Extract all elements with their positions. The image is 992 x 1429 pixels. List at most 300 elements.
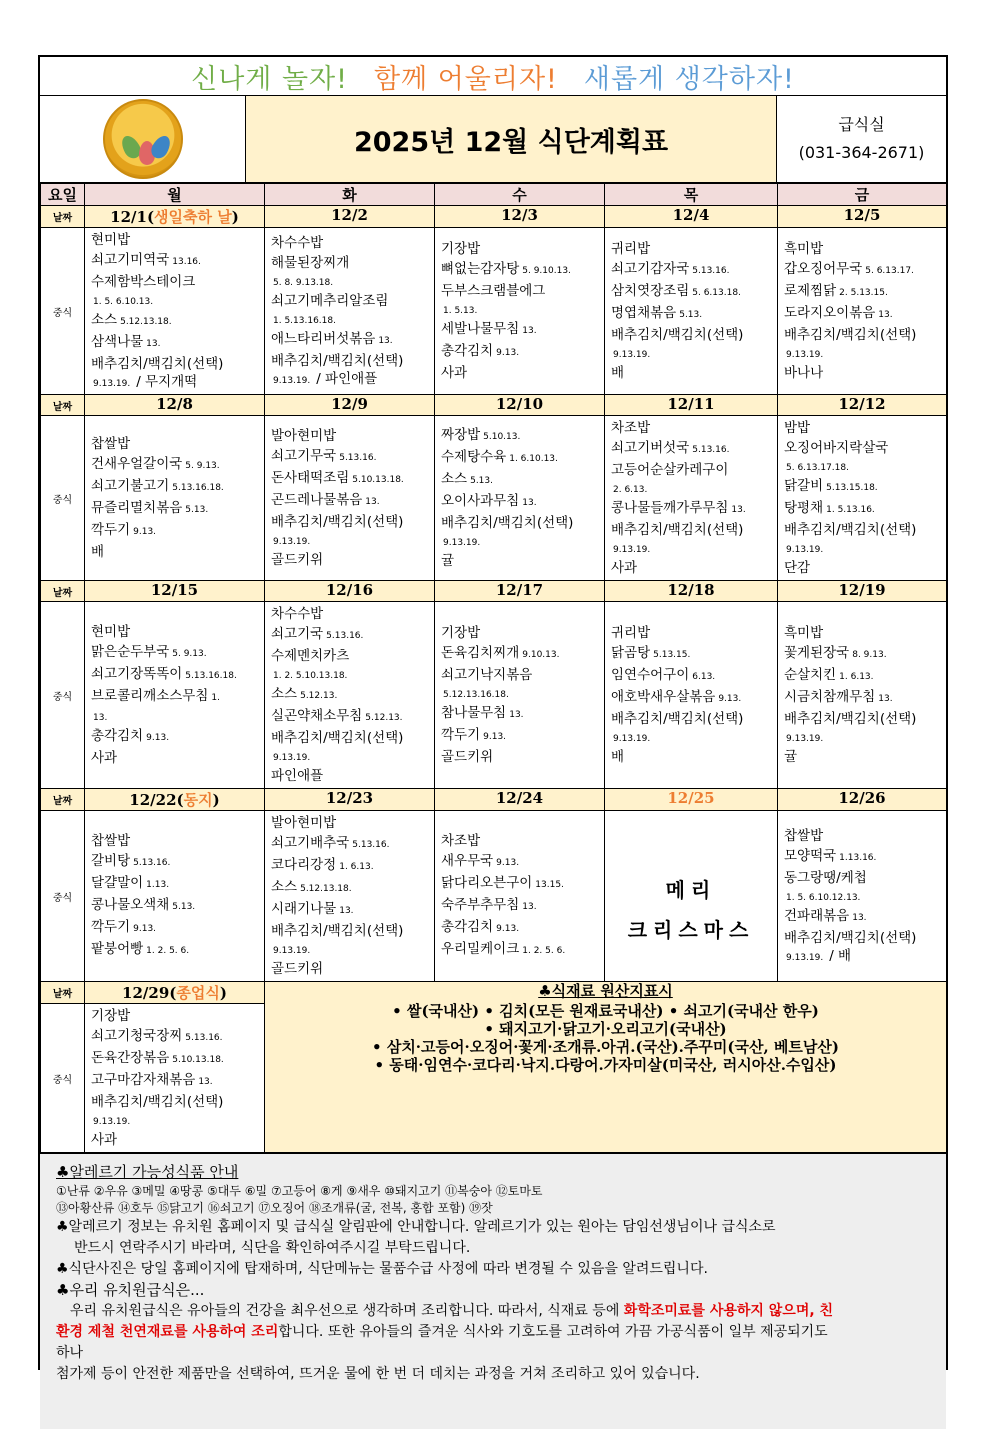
menu-list [778, 237, 946, 385]
allergen-codes: 13. [378, 336, 393, 346]
menu-list [435, 829, 604, 963]
allergen-codes: 9.13.19. [273, 753, 311, 763]
allergen-codes: 1. 6.13. [339, 862, 374, 872]
dish-name: 골드키위 [271, 552, 324, 568]
dish-name: 코다리강정 [271, 857, 337, 873]
dish-name: 쇠고기무국 [271, 448, 337, 464]
allergen-codes: 1. 5.13.16.18. [273, 316, 336, 326]
date-row [41, 982, 947, 1004]
menu-item [441, 425, 598, 447]
dish-name: 발아현미밥 [271, 815, 337, 831]
dish-name: 배추김치/백김치(선택) [271, 514, 404, 530]
menu-list [605, 416, 777, 580]
menu-item [784, 729, 940, 747]
menu-item [91, 292, 258, 310]
dish-name: 달걀말이 [91, 875, 144, 891]
allergen-codes: 13. [731, 505, 746, 515]
dish-name: 차수수밥 [271, 606, 324, 622]
dish-name: 오이사과무침 [441, 493, 520, 509]
date-text: 12/2 [331, 206, 368, 224]
menu-cell [85, 811, 265, 982]
notice-photo: ♣식단사진은 당일 홈페이지에 탑재하며, 식단메뉴는 물품수급 사정에 따라 변경될 수 있음을 알려드립니다. [56, 1261, 708, 1277]
menu-cell [605, 416, 778, 581]
dish-name: 귤 [441, 553, 455, 569]
dish-extra: / 파인애플 [316, 371, 378, 387]
allergen-codes: 5.13.16. [133, 858, 171, 868]
dish-name: 총각김치 [91, 728, 144, 744]
date-event: 종업식 [176, 984, 220, 1002]
dish-name: 쇠고기배추국 [271, 835, 350, 851]
lunch-label: 중식 [41, 416, 85, 581]
menu-item [91, 1112, 258, 1130]
dish-name: 사과 [91, 1132, 118, 1148]
dish-name: 애느타리버섯볶음 [271, 331, 376, 347]
dish-name: 뼈없는감자탕 [441, 261, 520, 277]
dish-name: 두부스크램블에그 [441, 283, 546, 299]
dish-name: 닭곰탕 [611, 645, 651, 661]
allergen-codes: 5.12.13. [300, 691, 338, 701]
menu-item [611, 418, 771, 438]
menu-item [784, 498, 940, 520]
menu-cell [778, 811, 947, 982]
allergen-codes: 13. [365, 497, 380, 507]
menu-item [271, 684, 428, 706]
date-cell [778, 395, 947, 416]
menu-cell [778, 228, 947, 395]
lunch-label: 중식 [41, 602, 85, 789]
dish-name: 배추김치/백김치(선택) [784, 327, 917, 343]
menu-cell [605, 228, 778, 395]
menu-item [441, 281, 598, 301]
dish-name: 갈비탕 [91, 853, 131, 869]
weekday-1: 월 [85, 184, 265, 206]
dish-name: 바나나 [784, 365, 824, 381]
allergen-codes: 9.13.19. [786, 350, 824, 360]
allergy-list-1: ①난류 ②우유 ③메밀 ④땅콩 ⑤대두 ⑥밀 ⑦고등어 ⑧게 ⑨새우 ⑩돼지고기 ⑪복숭아 ⑫토마토 [56, 1184, 543, 1198]
allergen-codes: 9.13. [496, 858, 520, 868]
menu-item [441, 643, 598, 665]
menu-item [441, 685, 598, 703]
menu-item [91, 1092, 258, 1112]
menu-item [784, 846, 940, 868]
allergen-codes: 5.13.15. [653, 650, 691, 660]
dish-name: 골드키위 [271, 961, 324, 977]
menu-item [91, 374, 258, 392]
date-row [41, 395, 947, 416]
allergen-codes: 9.13.19. [613, 734, 651, 744]
menu-item [271, 855, 428, 877]
origin-line: • 쌀(국내산) • 김치(모든 원재료국내산) • 쇠고기(국내산 한우) [392, 1002, 819, 1020]
dish-name: 사과 [441, 365, 468, 381]
menu-item [91, 434, 258, 454]
dish-name: 배 [611, 365, 625, 381]
menu-item [271, 311, 428, 329]
menu-item [441, 447, 598, 469]
date-tail: ) [212, 791, 220, 809]
menu-item [784, 281, 940, 303]
allergen-codes: 9.13.19. [786, 734, 824, 744]
date-cell [605, 789, 778, 811]
date-cell [778, 581, 947, 602]
dish-name: 배추김치/백김치(선택) [91, 1094, 224, 1110]
allergen-codes: 9.13. [483, 732, 507, 742]
holiday-line-1: 메리 [665, 878, 717, 902]
dish-name: 실곤약채소무침 [271, 708, 363, 724]
allergen-codes: 13. [878, 694, 893, 704]
weekday-3: 수 [435, 184, 605, 206]
menu-item [784, 239, 940, 259]
holiday-line-2: 크리스마스 [627, 918, 755, 942]
dish-name: 동그랑땡/케첩 [784, 870, 867, 886]
menu-item [441, 363, 598, 383]
dish-name: 쇠고기감자국 [611, 261, 690, 277]
date-text: 12/1( [110, 208, 155, 226]
dish-name: 파인애플 [271, 768, 324, 784]
menu-list [265, 424, 434, 572]
menu-item [91, 520, 258, 542]
allergy-title: ♣알레르기 가능성식품 안내 [56, 1163, 239, 1181]
date-text: 12/9 [331, 395, 368, 413]
date-text: 12/24 [495, 789, 544, 807]
dish-name: 건새우얼갈이국 [91, 456, 183, 472]
date-cell [435, 395, 605, 416]
date-event: 생일축하 날 [154, 208, 232, 226]
date-text: 12/23 [325, 789, 374, 807]
dish-name: 사과 [91, 750, 118, 766]
menu-list [85, 620, 264, 770]
menu-item [91, 873, 258, 895]
menu-item [441, 873, 598, 895]
menu-list [435, 423, 604, 573]
allergen-codes: 9.13. [718, 694, 742, 704]
menu-item [91, 851, 258, 873]
date-text: 12/29( [122, 984, 177, 1002]
allergen-codes: 5.13.16. [352, 840, 390, 850]
date-label: 날짜 [41, 982, 85, 1004]
menu-item [271, 351, 428, 371]
allergen-codes: 9.13.19. [613, 350, 651, 360]
allergen-codes: 9.13.19. [613, 545, 651, 555]
dish-name: 귤 [784, 749, 798, 765]
allergen-codes: 9.13. [496, 348, 520, 358]
date-cell [435, 789, 605, 811]
dish-name: 배추김치/백김치(선택) [611, 522, 744, 538]
menu-item [441, 533, 598, 551]
menu-item [91, 1026, 258, 1048]
menu-item [441, 831, 598, 851]
date-cell [605, 206, 778, 228]
allergen-codes: 2. 6.13. [613, 485, 648, 495]
allergen-codes: 9.13. [133, 924, 157, 934]
dish-name: 닭갈비 [784, 478, 824, 494]
menu-item [91, 831, 258, 851]
dish-name: 도라지오이볶음 [784, 305, 876, 321]
dish-name: 콩나물들깨가루무침 [611, 500, 729, 516]
date-text: 12/19 [838, 581, 886, 599]
menu-item [784, 906, 940, 928]
menu-item [91, 895, 258, 917]
dish-name: 찹쌀밥 [91, 436, 131, 452]
dish-name: 배추김치/백김치(선택) [784, 522, 917, 538]
dish-name: 밤밥 [784, 420, 811, 436]
slogan-1: 신나게 놀자! [191, 63, 348, 95]
dish-name: 건파래볶음 [784, 908, 850, 924]
menu-item [784, 826, 940, 846]
date-text: 12/11 [667, 395, 715, 413]
dish-name: 흑미밥 [784, 625, 824, 641]
dish-name: 오징어바지락살국 [784, 440, 889, 456]
allergen-codes: 5.13.16. [185, 1033, 223, 1043]
dish-name: 쇠고기메추리알조림 [271, 293, 389, 309]
date-row [41, 581, 947, 602]
menu-item [784, 888, 940, 906]
menu-item [441, 917, 598, 939]
menu-item [611, 643, 771, 665]
lunch-row [41, 416, 947, 581]
date-cell [778, 789, 947, 811]
allergen-codes: 13.15. [535, 880, 564, 890]
menu-list [778, 621, 946, 769]
menu-item [441, 725, 598, 747]
dish-name: 현미밥 [91, 232, 131, 248]
menu-item [91, 1048, 258, 1070]
allergen-codes: 13. [339, 906, 354, 916]
menu-item [441, 851, 598, 873]
allergen-codes: 13. [93, 713, 108, 723]
dish-name: 고등어순살카레구이 [611, 462, 729, 478]
date-text: 12/17 [495, 581, 544, 599]
dish-name: 쇠고기미역국 [91, 252, 170, 268]
menu-item [611, 281, 771, 303]
date-text: 12/8 [156, 395, 193, 413]
menu-item [441, 341, 598, 363]
date-cell [85, 206, 265, 228]
menu-item [91, 939, 258, 961]
menu-item [271, 706, 428, 728]
allergen-codes: 1. 2. 5.10.13.18. [273, 671, 348, 681]
menu-item [784, 418, 940, 438]
dish-name: 배추김치/백김치(선택) [784, 711, 917, 727]
dish-name: 기장밥 [441, 241, 481, 257]
menu-item [441, 665, 598, 685]
menu-item [271, 532, 428, 550]
allergen-codes: 9.10.13. [522, 650, 560, 660]
dish-name: 배추김치/백김치(선택) [784, 930, 917, 946]
menu-cell [265, 602, 435, 789]
menu-item [611, 259, 771, 281]
dish-name: 쇠고기낙지볶음 [441, 667, 533, 683]
menu-list [435, 621, 604, 769]
menu-item [271, 921, 428, 941]
dish-name: 깍두기 [91, 919, 131, 935]
weekday-2: 화 [265, 184, 435, 206]
date-row [41, 206, 947, 228]
dish-name: 흑미밥 [784, 241, 824, 257]
date-text: 12/16 [325, 581, 374, 599]
allergen-codes: 5. 9.13. [185, 461, 220, 471]
dish-name: 배추김치/백김치(선택) [611, 711, 744, 727]
menu-item [784, 325, 940, 345]
dish-name: 뮤즐리멸치볶음 [91, 500, 183, 516]
menu-item [784, 520, 940, 540]
origin-line: • 동태·임연수·코다리·낙지.다랑어.가자미살(미국산, 러시아산.수입산) [374, 1056, 837, 1074]
allergen-codes: 5.13.16. [326, 631, 364, 641]
intro-highlight-2: 환경 제철 천연재료를 사용하여 조리 [56, 1324, 279, 1340]
dish-name: 삼치엿장조림 [611, 283, 690, 299]
menu-list [605, 237, 777, 385]
dish-name: 소스 [91, 312, 118, 328]
dish-name: 골드키위 [441, 749, 494, 765]
menu-item [91, 332, 258, 354]
dish-name: 맑은순두부국 [91, 644, 170, 660]
menu-list [605, 621, 777, 769]
date-cell [265, 789, 435, 811]
allergen-codes: 5.10.13.18. [352, 475, 404, 485]
menu-item [271, 624, 428, 646]
menu-item [91, 664, 258, 686]
menu-item [271, 468, 428, 490]
date-text: 12/25 [667, 789, 715, 807]
dish-name: 소스 [271, 686, 298, 702]
dish-name: 차조밥 [441, 833, 481, 849]
menu-item [441, 551, 598, 571]
office-name: 급식실 [838, 115, 885, 134]
date-text: 12/12 [838, 395, 886, 413]
lunch-label: 중식 [41, 228, 85, 395]
menu-item [441, 747, 598, 767]
date-cell [85, 581, 265, 602]
menu-item [611, 520, 771, 540]
menu-item [271, 899, 428, 921]
menu-item [611, 729, 771, 747]
menu-item [91, 230, 258, 250]
dish-name: 차수수밥 [271, 235, 324, 251]
dish-name: 찹쌀밥 [91, 833, 131, 849]
menu-item [441, 239, 598, 259]
allergen-codes: 5.13.16. [692, 266, 730, 276]
allergen-codes: 5.13. [172, 902, 196, 912]
date-cell [85, 982, 265, 1004]
allergen-codes: 9.13.19. [443, 538, 481, 548]
menu-cell [435, 228, 605, 395]
kindergarten-logo [103, 99, 183, 179]
origin-title: ♣식재료 원산지표시 [538, 982, 673, 1000]
menu-item [611, 325, 771, 345]
dish-name: 숙주부추무침 [441, 897, 520, 913]
date-tail: ) [219, 984, 227, 1002]
menu-list [265, 811, 434, 981]
dish-name: 콩나물오색채 [91, 897, 170, 913]
dish-name: 돈사태떡조림 [271, 470, 350, 486]
menu-list [265, 231, 434, 391]
menu-cell [265, 228, 435, 395]
menu-cell [85, 228, 265, 395]
dish-name: 배추김치/백김치(선택) [271, 730, 404, 746]
dish-name: 배추김치/백김치(선택) [271, 923, 404, 939]
date-tail: ) [231, 208, 239, 226]
dish-name: 소스 [441, 471, 468, 487]
menu-list [85, 829, 264, 963]
menu-item [784, 948, 940, 966]
menu-item [271, 426, 428, 446]
menu-item [784, 665, 940, 687]
menu-list [85, 432, 264, 564]
dish-name: 참나물무침 [441, 705, 507, 721]
menu-item [271, 512, 428, 532]
allergen-codes: 6.13. [692, 672, 716, 682]
menu-cell [435, 416, 605, 581]
menu-item [91, 454, 258, 476]
notice-intro-text-4: 첨가제 등이 안전한 제품만을 선택하여, 뜨거운 물에 한 번 더 데치는 과정을 거쳐 조리하고 있어 있습니다. [56, 1366, 700, 1382]
dish-name: 쇠고기청국장찌 [91, 1028, 183, 1044]
allergen-codes: 1. 6.10.13. [509, 454, 558, 464]
dish-name: 순살치킨 [784, 667, 837, 683]
dish-name: 현미밥 [91, 624, 131, 640]
dish-name: 귀리밥 [611, 625, 651, 641]
menu-item [784, 458, 940, 476]
menu-item [271, 490, 428, 512]
menu-cell [85, 602, 265, 789]
holiday-note [605, 842, 777, 950]
allergen-codes: 13. [852, 913, 867, 923]
logo-cell [40, 96, 246, 182]
dish-name: 기장밥 [91, 1008, 131, 1024]
menu-item [611, 303, 771, 325]
menu-item [271, 813, 428, 833]
intro-text-a: 우리 유치원급식은 유아들의 건강을 최우선으로 생각하며 조리합니다. 따라서, 식재료 등에 [70, 1303, 624, 1319]
menu-item [91, 542, 258, 562]
dish-name: 사과 [611, 560, 638, 576]
dish-name: 수제함박스테이크 [91, 274, 196, 290]
menu-item [91, 476, 258, 498]
menu-cell [778, 416, 947, 581]
dish-name: 갑오징어무국 [784, 261, 863, 277]
date-cell [265, 395, 435, 416]
menu-list [435, 237, 604, 385]
allergen-codes: 9.13.19. [93, 1117, 131, 1127]
date-label: 날짜 [41, 395, 85, 416]
date-cell [605, 581, 778, 602]
menu-item [611, 665, 771, 687]
allergen-codes: 5.12.13.18. [300, 884, 352, 894]
lunch-row [41, 602, 947, 789]
menu-item [611, 345, 771, 363]
dish-name: 브로콜리깨소스무침 [91, 688, 209, 704]
allergen-codes: 1. [211, 693, 220, 703]
intro-text-b: 합니다. 또한 유아들의 즐겨운 식사와 기호도를 고려하여 가끔 가공식품이 일부 제공되기도 [278, 1324, 828, 1340]
menu-item [91, 1070, 258, 1092]
dish-name: 삼색나물 [91, 334, 144, 350]
menu-list [265, 602, 434, 788]
office-phone: (031-364-2671) [798, 143, 925, 162]
menu-item [611, 747, 771, 767]
date-cell [265, 206, 435, 228]
menu-item [441, 623, 598, 643]
allergen-codes: 1. 6.13. [839, 672, 874, 682]
weekday-label: 요일 [41, 184, 85, 206]
menu-item [611, 480, 771, 498]
date-text: 12/10 [495, 395, 544, 413]
dish-name: 시래기나물 [271, 901, 337, 917]
menu-item [441, 319, 598, 341]
menu-cell [605, 602, 778, 789]
dish-name: 배추김치/백김치(선택) [91, 356, 224, 372]
date-cell [85, 395, 265, 416]
menu-item [91, 708, 258, 726]
dish-name: 돈육김치찌개 [441, 645, 520, 661]
menu-list [778, 416, 946, 580]
dish-name: 우리밀케이크 [441, 941, 520, 957]
